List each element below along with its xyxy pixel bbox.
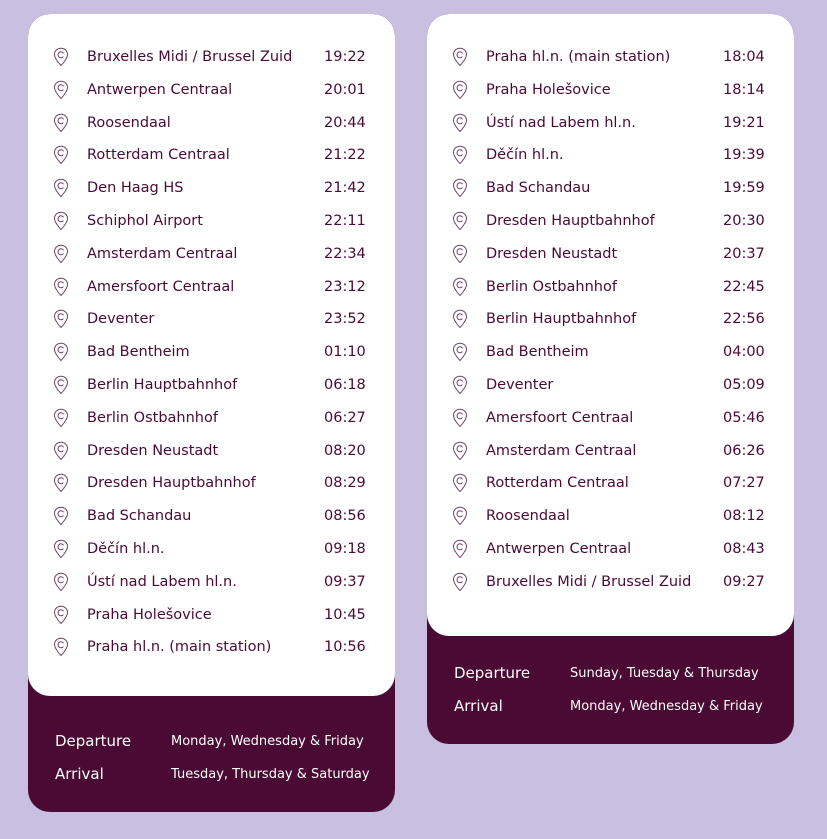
stop-name: Deventer [87, 311, 155, 328]
stop-time: 22:34 [324, 245, 366, 262]
location-pin-icon [53, 113, 69, 133]
stop-name: Ústí nad Labem hl.n. [87, 573, 237, 590]
stop-row [28, 435, 395, 468]
stop-row [28, 139, 395, 172]
stop-name: Rotterdam Centraal [486, 475, 629, 492]
departure-label: Departure [454, 664, 531, 682]
stop-time: 07:27 [723, 475, 765, 492]
location-pin-icon [452, 506, 468, 526]
departure-row [28, 726, 395, 759]
location-pin-icon [53, 506, 69, 526]
stop-time: 01:10 [324, 344, 366, 361]
location-pin-icon [452, 113, 468, 133]
stop-list [28, 41, 395, 664]
stop-time: 20:37 [723, 245, 765, 262]
stop-name: Bruxelles Midi / Brussel Zuid [486, 573, 692, 590]
stop-name: Berlin Ostbahnhof [87, 409, 218, 426]
stop-name: Schiphol Airport [87, 212, 203, 229]
location-pin-icon [53, 605, 69, 625]
stop-name: Bad Bentheim [486, 344, 589, 361]
stop-time: 06:26 [723, 442, 765, 459]
location-pin-icon [452, 375, 468, 395]
location-pin-icon [452, 342, 468, 362]
location-pin-icon [452, 309, 468, 329]
stop-name: Dresden Hauptbahnhof [486, 212, 655, 229]
stop-row [427, 271, 794, 304]
stop-time: 05:46 [723, 409, 765, 426]
stop-time: 19:22 [324, 49, 366, 65]
location-pin-icon [452, 145, 468, 165]
stop-name: Bad Bentheim [87, 344, 190, 361]
stop-name: Dresden Neustadt [87, 442, 219, 459]
stop-name: Roosendaal [486, 508, 570, 525]
stop-time: 08:20 [324, 442, 366, 459]
stop-name: Berlin Ostbahnhof [486, 278, 617, 295]
stop-name: Amsterdam Centraal [486, 442, 637, 459]
stop-name: Deventer [486, 376, 554, 393]
arrival-row [28, 759, 395, 792]
stop-time: 08:56 [324, 508, 366, 525]
stop-row [28, 500, 395, 533]
stop-name: Praha hl.n. (main station) [87, 639, 272, 656]
location-pin-icon [452, 80, 468, 100]
stop-name: Bad Schandau [486, 180, 591, 197]
stop-row [427, 41, 794, 74]
stop-time: 20:30 [723, 212, 765, 229]
stop-time: 08:43 [723, 540, 765, 557]
stop-time: 21:22 [324, 147, 366, 164]
location-pin-icon [452, 539, 468, 559]
stop-name: Děčín hl.n. [486, 147, 564, 164]
location-pin-icon [452, 408, 468, 428]
stop-time: 20:44 [324, 114, 366, 131]
stop-row [427, 238, 794, 271]
stop-time: 23:12 [324, 278, 366, 295]
stop-time: 21:42 [324, 180, 366, 197]
stop-name: Praha hl.n. (main station) [486, 49, 671, 65]
location-pin-icon [452, 473, 468, 493]
stop-row [427, 467, 794, 500]
stop-time: 18:14 [723, 81, 765, 98]
stop-row [427, 74, 794, 107]
stop-time: 19:21 [723, 114, 765, 131]
timetable-card-return [427, 14, 794, 744]
stop-name: Berlin Hauptbahnhof [87, 376, 238, 393]
stop-row [427, 303, 794, 336]
stop-row [427, 172, 794, 205]
location-pin-icon [452, 277, 468, 297]
stop-row [427, 533, 794, 566]
stop-name: Amsterdam Centraal [87, 245, 238, 262]
stop-name: Dresden Hauptbahnhof [87, 475, 256, 492]
schedule-footer [28, 726, 395, 792]
departure-days: Sunday, Tuesday & Thursday [570, 666, 759, 681]
location-pin-icon [452, 178, 468, 198]
schedule-footer [427, 658, 794, 724]
stop-name: Amersfoort Centraal [87, 278, 235, 295]
location-pin-icon [452, 441, 468, 461]
stop-time: 09:18 [324, 540, 366, 557]
location-pin-icon [53, 211, 69, 231]
location-pin-icon [452, 47, 468, 67]
location-pin-icon [53, 342, 69, 362]
stop-time: 08:29 [324, 475, 366, 492]
stop-name: Ústí nad Labem hl.n. [486, 114, 636, 131]
stop-row [28, 336, 395, 369]
stop-name: Roosendaal [87, 114, 171, 131]
stops-panel [427, 14, 794, 636]
stop-time: 22:56 [723, 311, 765, 328]
stop-name: Amersfoort Centraal [486, 409, 634, 426]
location-pin-icon [53, 375, 69, 395]
stop-row [427, 336, 794, 369]
stop-name: Rotterdam Centraal [87, 147, 230, 164]
stop-row [28, 631, 395, 664]
stop-name: Praha Holešovice [486, 81, 611, 98]
stop-name: Antwerpen Centraal [87, 81, 233, 98]
stop-time: 09:37 [324, 573, 366, 590]
stop-time: 22:45 [723, 278, 765, 295]
stop-row [28, 205, 395, 238]
stop-row [28, 238, 395, 271]
location-pin-icon [53, 539, 69, 559]
stop-time: 09:27 [723, 573, 765, 590]
stop-time: 20:01 [324, 81, 366, 98]
location-pin-icon [53, 309, 69, 329]
stop-name: Berlin Hauptbahnhof [486, 311, 637, 328]
stop-name: Dresden Neustadt [486, 245, 618, 262]
stop-name: Bad Schandau [87, 508, 192, 525]
stop-row [427, 205, 794, 238]
stop-time: 06:18 [324, 376, 366, 393]
stop-time: 22:11 [324, 212, 366, 229]
stop-row [28, 172, 395, 205]
stop-row [427, 500, 794, 533]
location-pin-icon [53, 572, 69, 592]
stop-row [28, 369, 395, 402]
stop-row [427, 369, 794, 402]
location-pin-icon [53, 408, 69, 428]
stop-row [427, 402, 794, 435]
stop-name: Bruxelles Midi / Brussel Zuid [87, 49, 293, 65]
stop-name: Den Haag HS [87, 180, 184, 197]
stop-row [28, 271, 395, 304]
stops-panel [28, 14, 395, 696]
location-pin-icon [452, 211, 468, 231]
stop-time: 04:00 [723, 344, 765, 361]
stop-row [28, 566, 395, 599]
departure-days: Monday, Wednesday & Friday [171, 734, 364, 749]
stop-row [28, 599, 395, 632]
location-pin-icon [53, 244, 69, 264]
location-pin-icon [53, 80, 69, 100]
stop-row [28, 533, 395, 566]
arrival-label: Arrival [55, 765, 104, 783]
stop-name: Děčín hl.n. [87, 540, 165, 557]
stop-row [28, 402, 395, 435]
stop-time: 06:27 [324, 409, 366, 426]
arrival-days: Monday, Wednesday & Friday [570, 699, 763, 714]
stop-row [28, 303, 395, 336]
departure-row [427, 658, 794, 691]
location-pin-icon [53, 145, 69, 165]
location-pin-icon [53, 637, 69, 657]
departure-label: Departure [55, 732, 132, 750]
stop-time: 19:39 [723, 147, 765, 164]
stop-time: 05:09 [723, 376, 765, 393]
arrival-days: Tuesday, Thursday & Saturday [171, 767, 370, 782]
location-pin-icon [53, 47, 69, 67]
arrival-row [427, 691, 794, 724]
location-pin-icon [53, 178, 69, 198]
stop-name: Praha Holešovice [87, 606, 212, 623]
stop-name: Antwerpen Centraal [486, 540, 632, 557]
stop-time: 10:56 [324, 639, 366, 656]
stop-row [28, 107, 395, 140]
stop-time: 08:12 [723, 508, 765, 525]
stop-time: 18:04 [723, 49, 765, 65]
stop-row [28, 74, 395, 107]
stop-time: 19:59 [723, 180, 765, 197]
stop-row [427, 435, 794, 468]
location-pin-icon [53, 473, 69, 493]
stop-list [427, 41, 794, 599]
stop-time: 23:52 [324, 311, 366, 328]
timetable-card-outbound [28, 14, 395, 812]
location-pin-icon [53, 441, 69, 461]
stop-row [427, 566, 794, 599]
stop-time: 10:45 [324, 606, 366, 623]
stop-row [427, 107, 794, 140]
stop-row [427, 139, 794, 172]
stop-row [28, 467, 395, 500]
location-pin-icon [53, 277, 69, 297]
location-pin-icon [452, 572, 468, 592]
stop-row [28, 41, 395, 74]
arrival-label: Arrival [454, 697, 503, 715]
location-pin-icon [452, 244, 468, 264]
